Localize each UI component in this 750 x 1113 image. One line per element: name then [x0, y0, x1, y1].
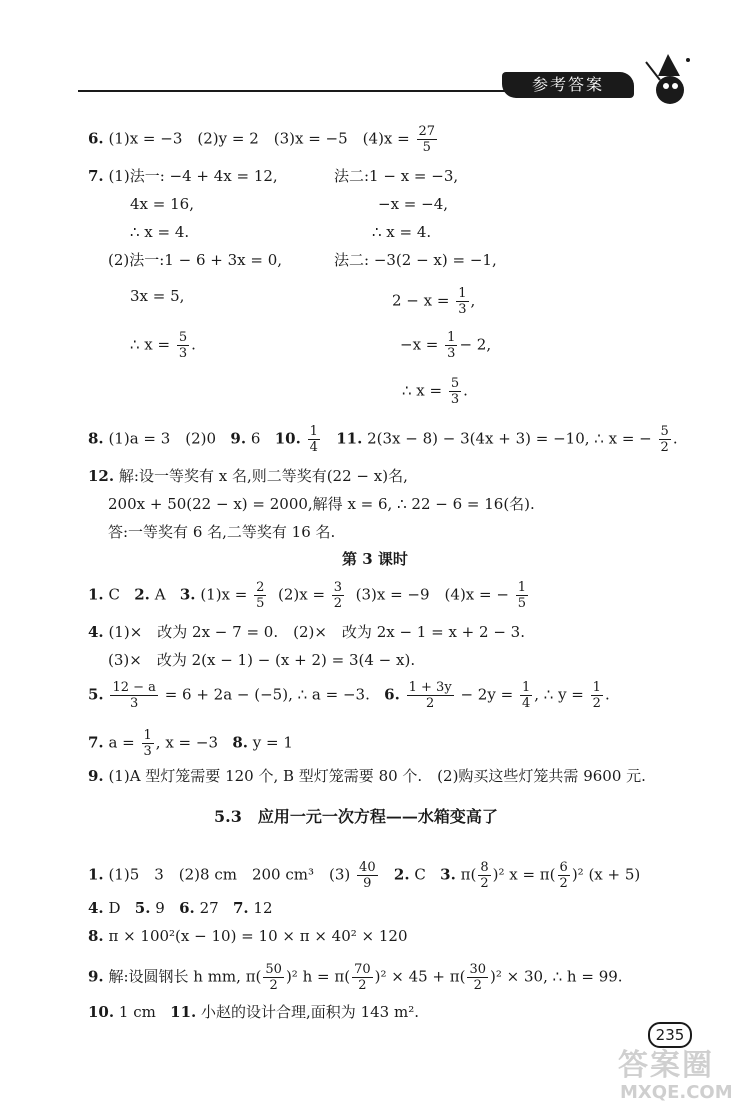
fraction: $\frac{1 + 3y}{2}$ — [408, 680, 452, 711]
lesson3-answer-7-8: 7. a = $\frac{1}{3}$ , x = −3 8. y = 1 — [88, 728, 293, 759]
answer-7-line: 4x = 16, — [130, 195, 194, 213]
fraction: $\frac{2}{5}$ — [256, 580, 265, 611]
lesson3-answer-9: 9. (1)A 型灯笼需要 120 个, B 型灯笼需要 80 个. (2)购买这些灯笼共需 9600 元. — [88, 767, 646, 785]
section-title: 5.3 应用一元一次方程——水箱变高了 — [214, 807, 498, 826]
answer-7-line: (2)法一:1 − 6 + 3x = 0, — [108, 251, 283, 269]
fraction: $\frac{6}{2}$ — [559, 860, 568, 891]
answer-7-line: ∴ x = $\frac{5}{3}$ . — [402, 376, 468, 407]
lesson3-answer-1-3: 1. C 2. A 3. (1)x = $\frac{2}{5}$ (2)x = $\frac{3}{2}$ (3)x = −9 (4)x = − $\frac{1}{5}$ — [88, 580, 526, 611]
fraction: $\frac{27}{5}$ — [418, 124, 436, 155]
fraction: $\frac{3}{2}$ — [333, 580, 343, 611]
header-title: 参考答案 — [502, 72, 634, 98]
section53-answer-8: 8. π × 100²(x − 10) = 10 × π × 40² × 120 — [88, 927, 408, 945]
section53-answer-9: 9. 解:设圆钢长 h mm, π( $\frac{50}{2}$ )² h = π( $\frac{70}{2}$ )² × 45 + π( $\frac{30}{2}$ )² × 30, ∴ h = 99. — [88, 962, 623, 993]
answer-7-line: 3x = 5, — [130, 287, 185, 305]
fraction: $\frac{5}{2}$ — [660, 424, 669, 455]
fraction: $\frac{70}{2}$ — [354, 962, 371, 993]
fraction: $\frac{1}{5}$ — [517, 580, 526, 611]
answer-6: 6. (1)x = −3 (2)y = 2 (3)x = −5 (4)x = $\frac{27}{5}$ — [88, 124, 436, 155]
fraction: $\frac{5}{3}$ — [450, 376, 460, 407]
fraction: $\frac{1}{3}$ — [143, 728, 152, 759]
answer-7-line: ∴ x = 4. — [130, 223, 190, 241]
header-rule — [78, 90, 508, 92]
fraction: $\frac{1}{3}$ — [458, 286, 467, 317]
answer-12: 12. 解:设一等奖有 x 名,则二等奖有(22 − x)名, — [88, 467, 408, 485]
fraction: $\frac{5}{3}$ — [178, 330, 188, 361]
fraction: $\frac{1}{4}$ — [309, 424, 318, 455]
answer-12: 200x + 50(22 − x) = 2000,解得 x = 6, ∴ 22 − 6 = 16(名). — [108, 495, 535, 513]
fraction: $\frac{30}{2}$ — [469, 962, 487, 993]
fraction: $\frac{40}{9}$ — [359, 860, 376, 891]
section-title: 第 3 课时 — [342, 550, 408, 568]
answer-7-line: ∴ x = 4. — [372, 223, 432, 241]
fraction: $\frac{1}{2}$ — [592, 680, 601, 711]
fraction: $\frac{1}{4}$ — [521, 680, 531, 711]
answer-7-line: 法二:1 − x = −3, — [334, 167, 459, 185]
fraction: $\frac{12 - a}{3}$ — [112, 680, 156, 711]
section53-answer-1-3: 1. (1)5 3 (2)8 cm 200 cm³ (3) $\frac{40}{9}$ 2. C 3. π( $\frac{8}{2}$ )² x = π( $\frac{6}{2}$ )² (x + 5) — [88, 860, 641, 891]
answer-7-line: 2 − x = $\frac{1}{3}$ , — [392, 286, 476, 317]
lesson3-answer-4: (3)× 改为 2(x − 1) − (x + 2) = 3(4 − x). — [108, 651, 416, 669]
page-number: 235 — [648, 1022, 692, 1048]
lesson3-answer-4: 4. (1)× 改为 2x − 7 = 0. (2)× 改为 2x − 1 = x + 2 − 3. — [88, 623, 525, 641]
wizard-mascot-icon — [640, 50, 700, 110]
lesson3-answer-5-6: 5. $\frac{12 - a}{3}$ = 6 + 2a − (−5), ∴ a = −3. 6. $\frac{1 + 3y}{2}$ − 2y = $\frac{1}{4}$ , ∴ y = $\frac{1}{2}$ . — [88, 680, 610, 711]
answer-7-line: 法二: −3(2 − x) = −1, — [334, 251, 497, 269]
section53-answer-4-7: 4. D 5. 9 6. 27 7. 12 — [88, 899, 273, 917]
section53-answer-10-11: 10. 1 cm 11. 小赵的设计合理,面积为 143 m². — [88, 1003, 419, 1021]
answer-7-line: −x = $\frac{1}{3}$ − 2, — [400, 330, 492, 361]
fraction: $\frac{1}{3}$ — [447, 330, 456, 361]
watermark-logo: 答案圈 MXQE.COM — [618, 1048, 733, 1103]
fraction: $\frac{8}{2}$ — [480, 860, 489, 891]
answer-12: 答:一等奖有 6 名,二等奖有 16 名. — [108, 523, 336, 541]
answer-8-11: 8. (1)a = 3 (2)0 9. 6 10. $\frac{1}{4}$ 11. 2(3x − 8) − 3(4x + 3) = −10, ∴ x = − $\frac{5}{2}$ . — [88, 424, 678, 455]
answer-7-line: −x = −4, — [378, 195, 449, 213]
answer-7-line: 7. (1)法一: −4 + 4x = 12, — [88, 167, 278, 185]
answer-7-line: ∴ x = $\frac{5}{3}$ . — [130, 330, 196, 361]
fraction: $\frac{50}{2}$ — [265, 962, 282, 993]
